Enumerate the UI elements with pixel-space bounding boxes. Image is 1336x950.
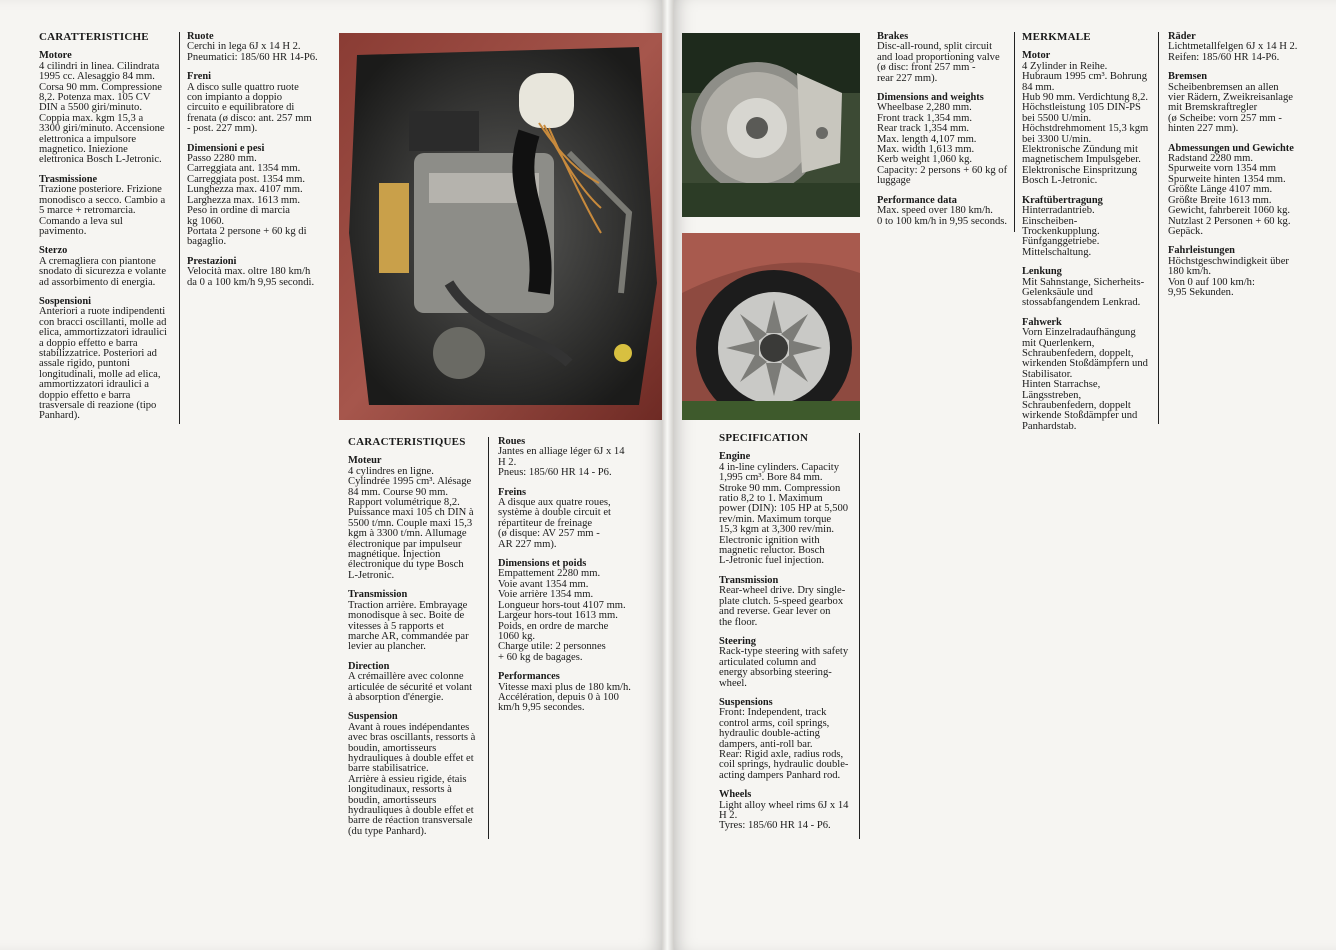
section-title: Freins: [498, 486, 527, 498]
spec-section: [348, 712, 488, 837]
section-title: Engine: [719, 451, 751, 463]
section-text: 4 in-line cylinders. Capacity 1,995 cm³. Bore 84 mm. Stroke 90 mm. Compression ratio 8,2 to 1. Maximum power (DIN): 105 HP at 5,500 rev/min. Maximum torque 15,3 kgm at 3,300 rev/min. Electronic ignition with magnetic reluctor. Bosch L-Jetronic fuel injection.: [719, 461, 849, 567]
spec-section: [498, 437, 648, 479]
spec-section: [39, 246, 179, 288]
spec-section: [39, 175, 179, 237]
italian-specs-column-2: [187, 32, 332, 297]
italian-heading: CARATTERISTICHE: [39, 31, 149, 43]
spec-section: [719, 452, 859, 566]
spec-section: [348, 662, 488, 704]
section-text: Cerchi in lega 6J x 14 H 2. Pneumatici: 185/60 HR 14-P6.: [187, 41, 318, 63]
section-text: Disc-all-round, split circuit and load proportioning valve (ø disc: front 257 mm - rear 227 mm).: [877, 41, 1000, 84]
section-title: Transmission: [719, 574, 779, 586]
section-title: Performance data: [877, 194, 957, 206]
section-title: Freni: [187, 71, 212, 83]
spec-section: [877, 32, 1014, 84]
section-text: Traction arrière. Embrayage monodisque à sec. Boite de vitesses à 5 rapports et marche AR, commandée par levier au plancher.: [348, 599, 469, 653]
spec-section: [187, 144, 332, 248]
spec-section: [187, 72, 332, 134]
spec-section: [719, 698, 859, 781]
section-text: Anteriori a ruote indipendenti con bracci oscillanti, molle ad elica, ammortizzatori idraulici a doppio effetto e barra stabilizzatrice. Posteriori ad assale rigido, puntoni longitudinali, molle ad elica, ammortizzatori idraulici a doppio effetto e barra trasversale di reazione (tipo Panhard).: [39, 306, 167, 422]
spec-section: [348, 456, 488, 581]
spec-section: [498, 488, 648, 550]
spec-section: [498, 559, 648, 663]
section-title: Suspension: [348, 711, 398, 723]
section-text: Höchstgeschwindigkeit über 180 km/h. Von 0 auf 100 km/h: 9,95 Sekunden.: [1168, 255, 1289, 298]
section-title: Trasmissione: [39, 173, 98, 185]
section-title: Motor: [1022, 50, 1051, 62]
section-text: Vitesse maxi plus de 180 km/h. Accélération, depuis 0 à 100 km/h 9,95 secondes.: [498, 681, 631, 714]
section-text: Radstand 2280 mm. Spurweite vorn 1354 mm Spurweite hinten 1354 mm. Größte Länge 4107 mm. Größte Breite 1613 mm. Gewicht, fahrbereit 1060 kg. Nutzlast 2 Personen + 60 kg. Gepäck.: [1168, 153, 1291, 237]
section-title: Direction: [348, 660, 390, 672]
english-specs-column: [719, 433, 860, 839]
section-title: Dimensions and weights: [877, 92, 984, 104]
section-title: Bremsen: [1168, 71, 1208, 83]
section-text: 4 cilindri in linea. Cilindrata 1995 cc. Alesaggio 84 mm. Corsa 90 mm. Compressione 8,2. Potenza max. 105 CV DIN a 5500 giri/minuto. Coppia max. kgm 15,3 a 3300 giri/minuto. Accensione elettronica a impulsore magnetico. Iniezione elettronica Bosch L-Jetronic.: [39, 60, 165, 166]
spec-section: [348, 590, 488, 652]
italian-specs-column-1: [39, 32, 180, 424]
spec-section: [719, 790, 859, 832]
section-title: Brakes: [877, 31, 909, 42]
section-text: A cremagliera con piantone snodato di sicurezza e volante ad assorbimento di energia.: [39, 255, 167, 288]
section-title: Roues: [498, 436, 526, 447]
section-title: Prestazioni: [187, 255, 237, 267]
section-title: Sterzo: [39, 245, 68, 257]
section-text: Jantes en alliage léger 6J x 14 H 2. Pneus: 185/60 HR 14 - P6.: [498, 446, 625, 479]
english-heading: SPECIFICATION: [719, 432, 809, 444]
spec-section: [39, 297, 179, 422]
section-text: Mit Sahnstange, Sicherheits- Gelenksäule und stossabfangendem Lenkrad.: [1022, 276, 1145, 309]
section-text: Lichtmetallfelgen 6J x 14 H 2. Reifen: 185/60 HR 14-P6.: [1168, 41, 1298, 63]
section-title: Ruote: [187, 31, 214, 42]
spec-section: [1168, 246, 1313, 298]
section-text: Empattement 2280 mm. Voie avant 1354 mm. Voie arrière 1354 mm. Longueur hors-tout 4107 mm. Largeur hors-tout 1613 mm. Poids, en ordre de marche 1060 kg. Charge utile: 2 personnes + 60 kg de bagages.: [498, 568, 626, 663]
section-text: Hinterradantrieb. Einscheiben- Trockenkupplung. Fünfganggetriebe. Mittelschaltung.: [1022, 205, 1100, 258]
section-text: Trazione posteriore. Frizione monodisco a secco. Cambio a 5 marce + retromarcia. Comando a leva sul pavimento.: [39, 184, 166, 237]
section-title: Transmission: [348, 589, 408, 601]
section-text: Rear-wheel drive. Dry single- plate clutch. 5-speed gearbox and reverse. Gear lever on the floor.: [719, 585, 846, 628]
french-heading: CARACTERISTIQUES: [348, 436, 466, 448]
spec-section: [187, 257, 332, 288]
spec-section: [719, 637, 859, 689]
section-title: Motore: [39, 50, 72, 62]
spec-section: [1168, 32, 1313, 63]
section-text: Passo 2280 mm. Carreggiata ant. 1354 mm. Carreggiata post. 1354 mm. Lunghezza max. 4107 mm. Larghezza max. 1613 mm. Peso in ordine di marcia kg 1060. Portata 2 persone + 60 kg di bagaglio.: [187, 153, 307, 248]
spec-section: [1022, 267, 1158, 309]
section-text: A disque aux quatre roues, système à double circuit et répartiteur de freinage (ø disque: AV 257 mm - AR 227 mm).: [498, 497, 611, 550]
section-text: 4 Zylinder in Reihe. Hubraum 1995 cm³. Bohrung 84 mm. Hub 90 mm. Verdichtung 8,2. Höchstleistung 105 DIN-PS bei 5500 U/min. Höchstdrehmoment 15,3 kgm bei 3300 U/min. Elektronische Zündung mit magnetischem Impulsgeber. Elektronische Einspritzung Bosch L-Jetronic.: [1022, 60, 1149, 187]
spec-section: [1168, 144, 1313, 238]
section-title: Fahwerk: [1022, 316, 1062, 328]
brake-disc-photo: [682, 33, 860, 217]
english-specs-continued-column: [877, 32, 1015, 232]
french-specs-column-2: [498, 437, 648, 723]
section-title: Dimensions et poids: [498, 558, 587, 570]
alloy-wheel-photo: [682, 233, 860, 420]
spec-section: [1168, 72, 1313, 134]
section-text: 4 cylindres en ligne. Cylindrée 1995 cm³. Alésage 84 mm. Course 90 mm. Rapport volumétrique 8,2. Puissance maxi 105 ch DIN à 5500 t/mn. Couple maxi 15,3 kgm à 3300 t/mn. Allumage électronique par impulseur magnétique. Injection électronique du type Bosch L-Jetronic.: [348, 465, 474, 581]
german-heading: MERKMALE: [1022, 31, 1091, 43]
section-title: Sospensioni: [39, 295, 91, 307]
spec-section: [498, 672, 648, 714]
section-text: Avant à roues indépendantes avec bras oscillants, ressorts à boudin, amortisseurs hydrauliques à double effet et barre stabilisatrice. Arrière à essieu rigide, étais longitudinaux, ressorts à boudin, amortisseurs hydrauliques à double effet et barre de réaction transversale (du type Panhard).: [348, 721, 476, 837]
french-specs-column-1: [348, 437, 489, 839]
section-text: Scheibenbremsen an allen vier Rädern, Zweikreisanlage mit Bremskraftregler (ø Scheibe: vorn 257 mm - hinten 227 mm).: [1168, 81, 1294, 135]
section-text: Vorn Einzelradaufhängung mit Querlenkern, Schraubenfedern, doppelt, wirkenden Stoßdämpfern und Stabilisator. Hinten Starrachse, Längsstreben, Schraubenfedern, doppelt wirkende Stoßdämpfer und Panhardstab.: [1022, 327, 1148, 432]
section-title: Suspensions: [719, 696, 773, 708]
section-text: Max. speed over 180 km/h. 0 to 100 km/h in 9,95 seconds.: [877, 205, 1008, 227]
spec-section: [719, 576, 859, 628]
section-title: Abmessungen und Gewichte: [1168, 142, 1294, 154]
spec-section: [877, 93, 1014, 187]
section-title: Steering: [719, 635, 756, 647]
page-spine: [662, 0, 674, 950]
section-text: A disco sulle quattro ruote con impianto a doppio circuito e equilibratore di frenata (ø disco: ant. 257 mm - post. 227 mm).: [187, 81, 312, 135]
section-title: Wheels: [719, 789, 752, 801]
section-text: Rack-type steering with safety articulated column and energy absorbing steering- wheel.: [719, 646, 849, 689]
section-title: Lenkung: [1022, 266, 1062, 278]
spec-section: [877, 196, 1014, 227]
german-specs-column-2: [1168, 32, 1313, 307]
german-specs-column-1: [1022, 31, 1159, 432]
spec-section: [1022, 318, 1158, 432]
spec-section: [39, 51, 179, 165]
spec-section: [187, 32, 332, 63]
section-title: Kraftübertragung: [1022, 194, 1103, 206]
spec-section: [1022, 51, 1158, 186]
section-text: A crémaillère avec colonne articulée de sécurité et volant à absorption d'énergie.: [348, 671, 473, 703]
section-title: Dimensioni e pesi: [187, 142, 265, 154]
section-title: Performances: [498, 671, 560, 683]
section-text: Velocità max. oltre 180 km/h da 0 a 100 km/h 9,95 secondi.: [187, 266, 315, 288]
spec-section: [1022, 196, 1158, 258]
section-text: Light alloy wheel rims 6J x 14 H 2. Tyres: 185/60 HR 14 - P6.: [719, 799, 849, 832]
section-title: Räder: [1168, 31, 1196, 42]
section-text: Front: Independent, track control arms, coil springs, hydraulic double-acting dampers, anti-roll bar. Rear: Rigid axle, radius rods, coil springs, hydraulic double- acting dampers Panhard rod.: [719, 707, 849, 781]
section-title: Moteur: [348, 455, 382, 467]
section-text: Wheelbase 2,280 mm. Front track 1,354 mm. Rear track 1,354 mm. Max. length 4,107 mm. Max. width 1,613 mm. Kerb weight 1,060 kg. Capacity: 2 persons + 60 kg of luggage: [877, 102, 1008, 187]
section-title: Fahrleistungen: [1168, 245, 1235, 257]
engine-bay-photo: [339, 33, 662, 420]
